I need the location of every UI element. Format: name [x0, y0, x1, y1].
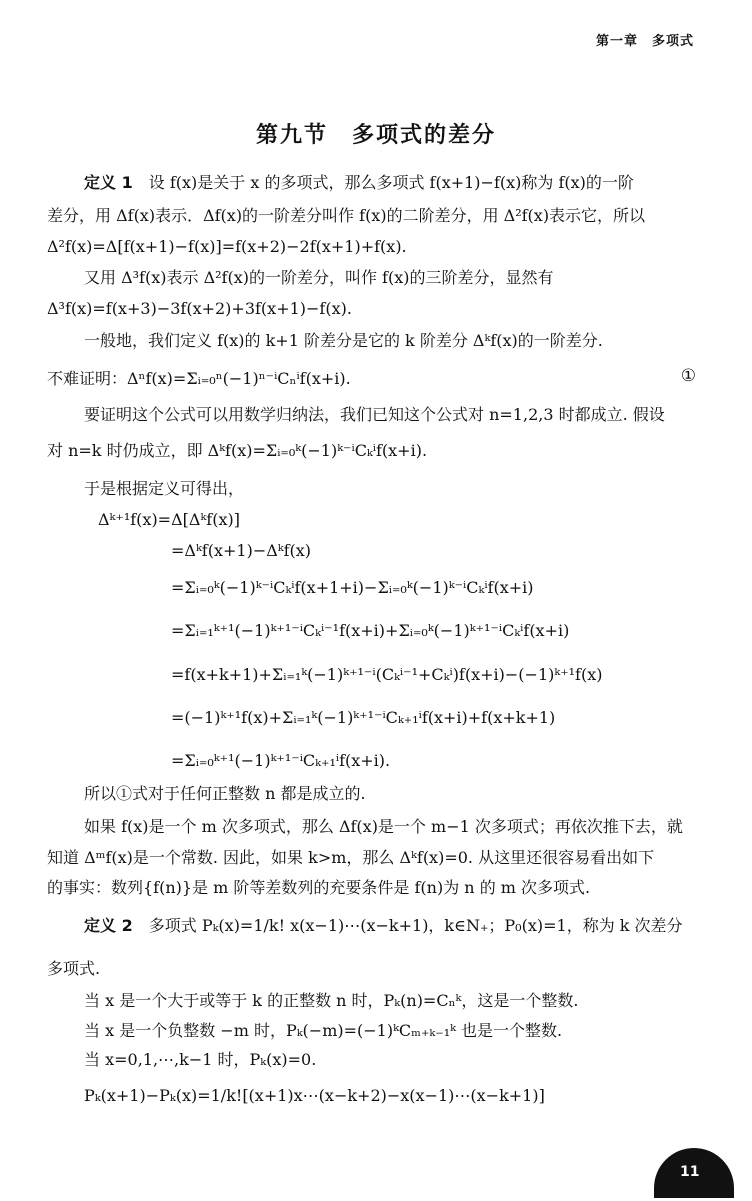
text-line: 当 x=0,1,⋯,k−1 时，Pₖ(x)=0. — [84, 1050, 317, 1069]
text-line: 一般地，我们定义 f(x)的 k+1 阶差分是它的 k 阶差分 Δᵏf(x)的一阶差分. — [84, 331, 603, 350]
definition-1-line — [84, 172, 710, 194]
text-line: 知道 Δᵐf(x)是一个常数. 因此，如果 k>m，那么 Δᵏf(x)=0. 从这里还很容易看出如下 — [47, 848, 655, 867]
page-number: 11 — [680, 1164, 700, 1180]
derivation-line: =Σᵢ₌₁ᵏ⁺¹(−1)ᵏ⁺¹⁻ⁱCₖⁱ⁻¹f(x+i)+Σᵢ₌₀ᵏ(−1)ᵏ⁺¹⁻ⁱCₖⁱf(x+i) — [171, 621, 570, 640]
text-line: 对 n=k 时仍成立，即 Δᵏf(x)=Σᵢ₌₀ᵏ(−1)ᵏ⁻ⁱCₖⁱf(x+i). — [47, 441, 428, 460]
derivation-line: =Σᵢ₌₀ᵏ(−1)ᵏ⁻ⁱCₖⁱf(x+1+i)−Σᵢ₌₀ᵏ(−1)ᵏ⁻ⁱCₖⁱf(x+i) — [171, 578, 534, 597]
formula-line: Δ³f(x)=f(x+3)−3f(x+2)+3f(x+1)−f(x). — [47, 299, 352, 318]
formula-line: 不难证明：Δⁿf(x)=Σᵢ₌₀ⁿ(−1)ⁿ⁻ⁱCₙⁱf(x+i). — [47, 369, 351, 388]
running-header: 第一章 多项式 — [595, 34, 694, 49]
text-segment: 多项式 Pₖ(x)=1/k! x(x−1)⋯(x−k+1)，k∈N₊；P₀(x)=1，称为 k 次差分 — [148, 916, 683, 935]
derivation-line: =(−1)ᵏ⁺¹f(x)+Σᵢ₌₁ᵏ(−1)ᵏ⁺¹⁻ⁱCₖ₊₁ⁱf(x+i)+f(x+k+1) — [171, 708, 556, 727]
text-segment: 设 f(x)是关于 x 的多项式，那么多项式 f(x+1)−f(x)称为 f(x)的一阶 — [148, 173, 634, 192]
definition-label: 定义 2 — [84, 916, 133, 935]
formula-line: Pₖ(x+1)−Pₖ(x)=1/k![(x+1)x⋯(x−k+2)−x(x−1)⋯(x−k+1)] — [84, 1086, 545, 1105]
text-line: 当 x 是一个大于或等于 k 的正整数 n 时，Pₖ(n)=Cₙᵏ，这是一个整数. — [84, 991, 579, 1010]
text-line: 要证明这个公式可以用数学归纳法，我们已知这个公式对 n=1,2,3 时都成立. 假设 — [84, 405, 665, 424]
page-number-badge — [654, 1148, 734, 1198]
equation-number: ① — [680, 366, 696, 386]
text-line: 所以①式对于任何正整数 n 都是成立的. — [84, 784, 366, 803]
text-line: 于是根据定义可得出， — [84, 479, 245, 498]
definition-label: 定义 1 — [84, 173, 133, 192]
text-line: 又用 Δ³f(x)表示 Δ²f(x)的一阶差分，叫作 f(x)的三阶差分，显然有 — [84, 268, 554, 287]
text-line: 差分，用 Δf(x)表示．Δf(x)的一阶差分叫作 f(x)的二阶差分，用 Δ²f(x)表示它，所以 — [47, 206, 646, 225]
text-line: 如果 f(x)是一个 m 次多项式，那么 Δf(x)是一个 m−1 次多项式；再依次推下去，就 — [84, 817, 683, 836]
text-line: 的事实：数列{f(n)}是 m 阶等差数列的充要条件是 f(n)为 n 的 m 次多项式. — [47, 878, 591, 897]
derivation-line: =f(x+k+1)+Σᵢ₌₁ᵏ(−1)ᵏ⁺¹⁻ⁱ(Cₖⁱ⁻¹+Cₖⁱ)f(x+i)−(−1)ᵏ⁺¹f(x) — [171, 665, 603, 684]
derivation-line: Δᵏ⁺¹f(x)=Δ[Δᵏf(x)] — [98, 510, 240, 529]
definition-2-line — [84, 915, 710, 937]
section-title: 第九节 多项式的差分 — [255, 123, 496, 148]
formula-line: Δ²f(x)=Δ[f(x+1)−f(x)]=f(x+2)−2f(x+1)+f(x). — [47, 237, 407, 256]
derivation-line: =Δᵏf(x+1)−Δᵏf(x) — [171, 541, 312, 560]
derivation-line: =Σᵢ₌₀ᵏ⁺¹(−1)ᵏ⁺¹⁻ⁱCₖ₊₁ⁱf(x+i). — [171, 751, 391, 770]
text-line: 多项式. — [47, 959, 101, 978]
text-line: 当 x 是一个负整数 −m 时，Pₖ(−m)=(−1)ᵏCₘ₊ₖ₋₁ᵏ 也是一个整数. — [84, 1021, 563, 1040]
